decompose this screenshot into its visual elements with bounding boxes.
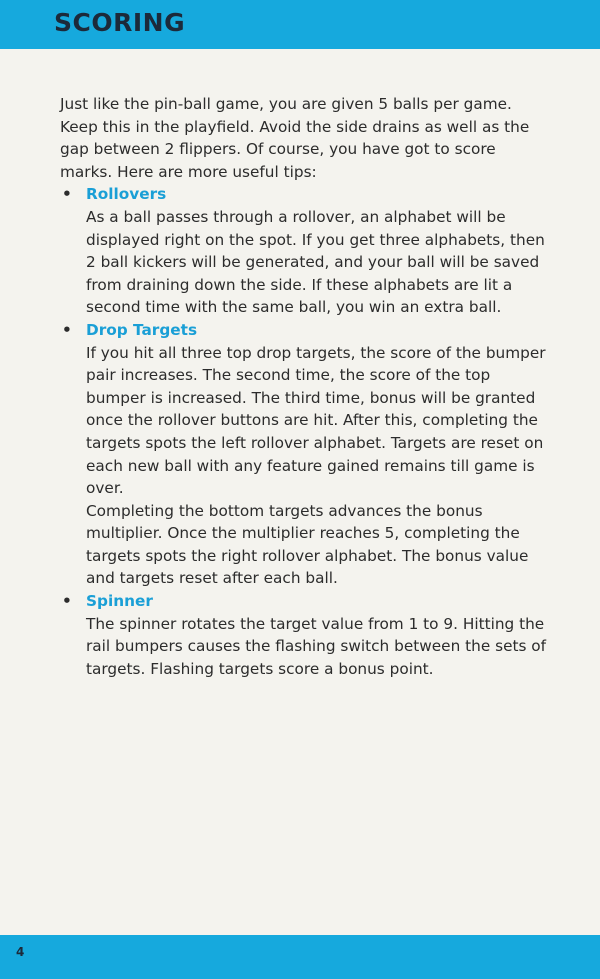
bullet-icon: •: [62, 185, 72, 204]
tip-paragraph: If you hit all three top drop targets, the score of the bumper pair increases. The second time, the score of the top bumper is increased. The third time, bonus will be granted once the rollover buttons are hit. After this, completing the targets spots the left rollover alphabet. Targets are reset on each new ball with any feature gained remains till game is over.: [86, 343, 546, 498]
tip-heading: Rollovers: [86, 185, 167, 204]
page-title: SCORING: [54, 8, 186, 37]
tip-rollovers: [60, 183, 550, 319]
page-content: [60, 93, 550, 680]
bullet-icon: •: [62, 592, 72, 611]
tip-paragraph: Completing the bottom targets advances the bonus multiplier. Once the multiplier reaches 5, completing the targets spots the right rollover alphabet. The bonus value and targets reset after each ball.: [86, 501, 529, 588]
tip-paragraph: The spinner rotates the target value from 1 to 9. Hitting the rail bumpers causes the flashing switch between the sets of targets. Flashing targets score a bonus point.: [86, 614, 547, 678]
tip-paragraph: As a ball passes through a rollover, an alphabet will be displayed right on the spot. If you get three alphabets, then 2 ball kickers will be generated, and your ball will be saved from draining down the side. If these alphabets are lit a second time with the same ball, you win an extra ball.: [86, 207, 545, 317]
tip-heading: Spinner: [86, 592, 153, 611]
intro-paragraph: Just like the pin-ball game, you are given 5 balls per game. Keep this in the playfield. Avoid the side drains as well as the gap between 2 flippers. Of course, you have got to score marks. Here are more useful tips:: [60, 95, 530, 181]
page-number: 4: [16, 945, 25, 959]
footer-bar: [0, 935, 600, 979]
tip-spinner: [60, 590, 550, 680]
tip-drop-targets: [60, 319, 550, 590]
bullet-icon: •: [62, 320, 72, 339]
tip-heading: Drop Targets: [86, 320, 198, 339]
